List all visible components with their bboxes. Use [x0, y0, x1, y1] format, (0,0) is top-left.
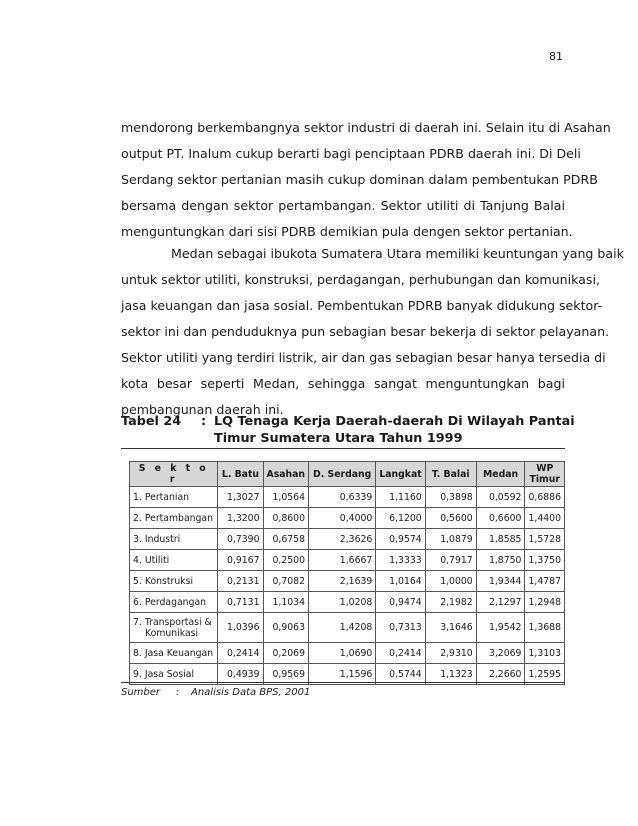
- table-row: [130, 592, 565, 613]
- paragraph-line: Sektor utiliti yang terdiri listrik, air dan gas sebagian besar hanya tersedia di: [121, 350, 606, 365]
- table-row: [130, 529, 565, 550]
- value-cell: 0,6339: [309, 487, 376, 508]
- value-cell: 0,2500: [263, 550, 309, 571]
- value-cell: 1,9344: [476, 571, 525, 592]
- value-cell: 1,0000: [425, 571, 476, 592]
- paragraph-line: Serdang sektor pertanian masih cukup dominan dalam pembentukan PDRB: [121, 172, 598, 187]
- paragraph-line: pembangunan daerah ini.: [121, 402, 284, 417]
- value-cell: 0,6600: [476, 508, 525, 529]
- table-row: [130, 550, 565, 571]
- paragraph-line: untuk sektor utiliti, konstruksi, perdagangan, perhubungan dan komunikasi,: [121, 272, 600, 287]
- column-header: L. Batu: [218, 462, 263, 487]
- value-cell: 1,4208: [309, 613, 376, 643]
- value-cell: 1,3200: [218, 508, 263, 529]
- paragraph-1: [121, 115, 611, 245]
- value-cell: 3,1646: [425, 613, 476, 643]
- source-label: Sumber: [121, 687, 161, 698]
- value-cell: 0,2414: [376, 643, 425, 664]
- value-cell: 1,0208: [309, 592, 376, 613]
- table-source: [121, 687, 311, 698]
- sector-cell: 8. Jasa Keuangan: [130, 643, 218, 664]
- table-header-row: [130, 462, 565, 487]
- value-cell: 1,3688: [525, 613, 565, 643]
- table-bottom-rule: [121, 682, 565, 683]
- paragraph-line: mendorong berkembangnya sektor industri di daerah ini. Selain itu di Asahan: [121, 120, 611, 135]
- column-header: D. Serdang: [309, 462, 376, 487]
- paragraph-line: jasa keuangan dan jasa sosial. Pembentukan PDRB banyak didukung sektor-: [121, 298, 603, 313]
- value-cell: 1,5728: [525, 529, 565, 550]
- value-cell: 1,1596: [309, 664, 376, 685]
- lq-table: [129, 461, 565, 685]
- caption-divider: [121, 448, 565, 449]
- value-cell: 0,2131: [218, 571, 263, 592]
- column-header: WP Timur: [525, 462, 565, 487]
- column-header: Langkat: [376, 462, 425, 487]
- table-row: [130, 643, 565, 664]
- column-header: T. Balai: [425, 462, 476, 487]
- sector-name-line-1: 7. Transportasi &: [133, 616, 212, 628]
- page-number: 81: [549, 50, 563, 63]
- value-cell: 0,9474: [376, 592, 425, 613]
- paragraph-line: sektor ini dan penduduknya pun sebagian besar bekerja di sektor pelayanan.: [121, 324, 610, 339]
- value-cell: 1,3750: [525, 550, 565, 571]
- value-cell: 1,0164: [376, 571, 425, 592]
- value-cell: 0,9063: [263, 613, 309, 643]
- value-cell: 1,2948: [525, 592, 565, 613]
- value-cell: 0,9167: [218, 550, 263, 571]
- value-cell: 0,4939: [218, 664, 263, 685]
- table-row: [130, 571, 565, 592]
- value-cell: 2,9310: [425, 643, 476, 664]
- value-cell: 1,1323: [425, 664, 476, 685]
- value-cell: 0,4000: [309, 508, 376, 529]
- caption-title-line-2: Timur Sumatera Utara Tahun 1999: [214, 431, 463, 446]
- value-cell: 2,1639: [309, 571, 376, 592]
- value-cell: 0,9569: [263, 664, 309, 685]
- value-cell: 6,1200: [376, 508, 425, 529]
- sector-cell: 1. Pertanian: [130, 487, 218, 508]
- column-header: S e k t o r: [130, 462, 218, 487]
- table-row: [130, 613, 565, 643]
- source-colon: :: [176, 687, 180, 698]
- value-cell: 0,7390: [218, 529, 263, 550]
- sector-cell: 5. Konstruksi: [130, 571, 218, 592]
- value-cell: 1,3103: [525, 643, 565, 664]
- value-cell: 0,7082: [263, 571, 309, 592]
- table-row: [130, 508, 565, 529]
- column-header: Medan: [476, 462, 525, 487]
- value-cell: 2,2660: [476, 664, 525, 685]
- value-cell: 1,1160: [376, 487, 425, 508]
- value-cell: 0,3898: [425, 487, 476, 508]
- value-cell: 1,4787: [525, 571, 565, 592]
- paragraph-2: [121, 241, 624, 423]
- sector-cell: 3. Industri: [130, 529, 218, 550]
- source-text: Analisis Data BPS, 2001: [191, 687, 311, 698]
- value-cell: 0,2414: [218, 643, 263, 664]
- value-cell: 0,6758: [263, 529, 309, 550]
- value-cell: 1,4400: [525, 508, 565, 529]
- value-cell: 0,7131: [218, 592, 263, 613]
- value-cell: 1,2595: [525, 664, 565, 685]
- sector-cell: 9. Jasa Sosial: [130, 664, 218, 685]
- value-cell: 1,0879: [425, 529, 476, 550]
- paragraph-line: kota besar seperti Medan, sehingga sangat menguntungkan bagi: [121, 376, 565, 391]
- paragraph-line: Medan sebagai ibukota Sumatera Utara memiliki keuntungan yang baik: [171, 246, 624, 261]
- value-cell: 1,8585: [476, 529, 525, 550]
- value-cell: 0,2069: [263, 643, 309, 664]
- value-cell: 2,1982: [425, 592, 476, 613]
- value-cell: 2,3626: [309, 529, 376, 550]
- paragraph-line: output PT. Inalum cukup berarti bagi penciptaan PDRB daerah ini. Di Deli: [121, 146, 581, 161]
- sector-name-line-2: Komunikasi: [145, 627, 199, 639]
- value-cell: 0,5600: [425, 508, 476, 529]
- value-cell: 1,3333: [376, 550, 425, 571]
- sector-cell: 2. Pertambangan: [130, 508, 218, 529]
- value-cell: 0,7313: [376, 613, 425, 643]
- value-cell: 1,0690: [309, 643, 376, 664]
- paragraph-line: menguntungkan dari sisi PDRB demikian pula dengen sektor pertanian.: [121, 224, 573, 239]
- value-cell: 0,7917: [425, 550, 476, 571]
- value-cell: 0,5744: [376, 664, 425, 685]
- value-cell: 1,1034: [263, 592, 309, 613]
- value-cell: 1,0564: [263, 487, 309, 508]
- value-cell: 3,2069: [476, 643, 525, 664]
- value-cell: 1,3027: [218, 487, 263, 508]
- caption-colon: :: [201, 414, 207, 429]
- value-cell: 0,6886: [525, 487, 565, 508]
- caption-title-line-1: LQ Tenaga Kerja Daerah-daerah Di Wilayah Pantai: [214, 414, 575, 429]
- value-cell: 1,8750: [476, 550, 525, 571]
- caption-label: Tabel 24: [121, 414, 182, 429]
- value-cell: 0,9574: [376, 529, 425, 550]
- table-row: [130, 487, 565, 508]
- sector-cell: 6. Perdagangan: [130, 592, 218, 613]
- value-cell: 1,6667: [309, 550, 376, 571]
- sector-cell: [130, 613, 218, 643]
- sector-cell: 4. Utiliti: [130, 550, 218, 571]
- value-cell: 0,0592: [476, 487, 525, 508]
- value-cell: 0,8600: [263, 508, 309, 529]
- value-cell: 1,0396: [218, 613, 263, 643]
- value-cell: 1,9542: [476, 613, 525, 643]
- value-cell: 2,1297: [476, 592, 525, 613]
- paragraph-line: bersama dengan sektor pertambangan. Sektor utiliti di Tanjung Balai: [121, 198, 565, 213]
- column-header: Asahan: [263, 462, 309, 487]
